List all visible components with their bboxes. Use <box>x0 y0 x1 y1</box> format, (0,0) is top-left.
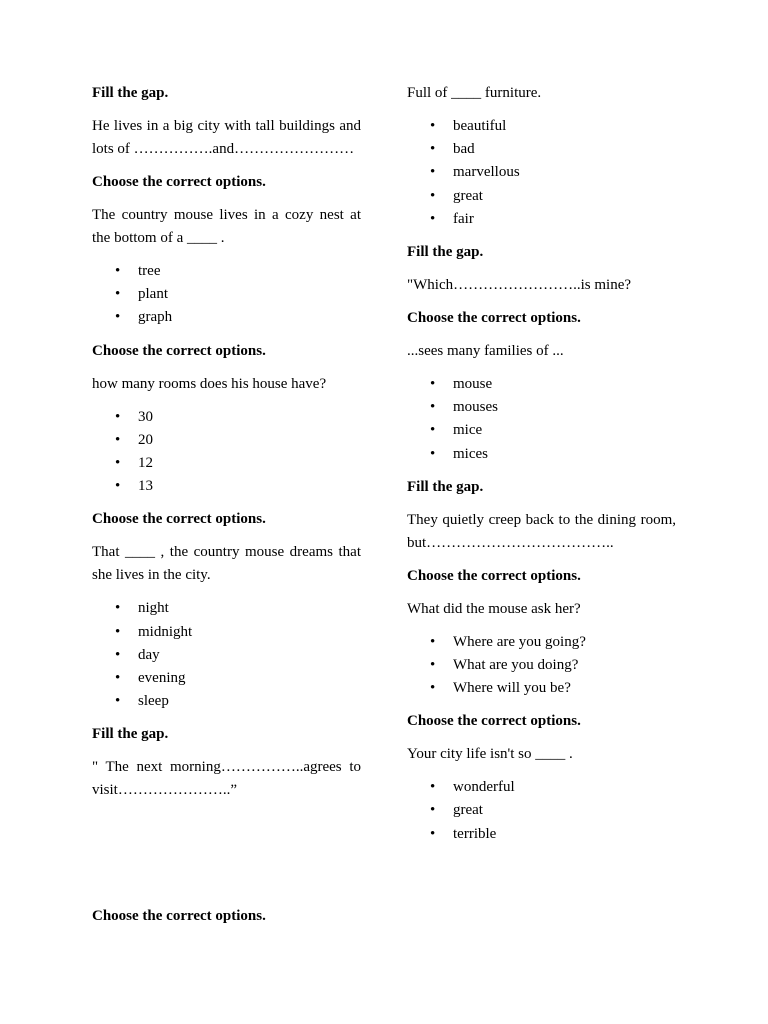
question-text: That ____ , the country mouse dreams that she lives in the city. <box>92 544 361 584</box>
option-label: 12 <box>138 454 153 471</box>
question-text: They quietly creep back to the dining room, but……………………………….. <box>407 511 676 551</box>
option-label: great <box>453 187 483 204</box>
option-label: 30 <box>138 408 153 425</box>
option-item <box>407 138 676 161</box>
bullet-icon: • <box>115 454 121 471</box>
bullet-icon: • <box>115 431 121 448</box>
option-item <box>92 621 361 644</box>
bullet-icon: • <box>430 375 436 392</box>
bullet-icon: • <box>430 422 436 439</box>
option-item <box>407 631 676 654</box>
bullet-icon: • <box>430 210 436 227</box>
option-item <box>407 373 676 396</box>
question-text: "Which……………………..is mine? <box>407 276 632 293</box>
option-item <box>407 654 676 677</box>
bullet-icon: • <box>430 633 436 650</box>
question-text: how many rooms does his house have? <box>92 375 327 392</box>
question-text: The country mouse lives in a cozy nest at the bottom of a ____ . <box>92 207 361 246</box>
options-list <box>92 406 361 499</box>
question-heading: Choose the correct options. <box>92 342 266 359</box>
left-column <box>92 82 361 812</box>
question-heading: Choose the correct options. <box>407 567 581 584</box>
question-heading: Choose the correct options. <box>92 174 266 190</box>
bullet-icon: • <box>115 693 121 710</box>
option-label: midnight <box>138 623 193 640</box>
question-heading: Choose the correct options. <box>407 713 581 730</box>
option-label: mouse <box>453 375 493 392</box>
option-item <box>407 677 676 700</box>
question-heading: Fill the gap. <box>407 243 484 260</box>
options-list <box>92 597 361 713</box>
option-label: tree <box>138 263 161 279</box>
option-label: evening <box>138 669 186 686</box>
bullet-icon: • <box>115 623 121 640</box>
options-list <box>407 631 676 701</box>
question-text: ...sees many families of ... <box>407 342 564 359</box>
option-label: graph <box>138 309 173 326</box>
options-list <box>407 115 676 231</box>
option-item <box>92 306 361 329</box>
option-item <box>407 396 676 419</box>
option-label: wonderful <box>453 779 515 796</box>
option-label: fair <box>453 210 474 227</box>
bullet-icon: • <box>430 187 436 204</box>
option-label: Where are you going? <box>453 633 586 650</box>
option-label: mouses <box>453 399 498 416</box>
option-item <box>407 208 676 231</box>
option-label: sleep <box>138 693 169 710</box>
bullet-icon: • <box>115 309 121 326</box>
option-item <box>407 799 676 822</box>
option-item <box>92 475 361 498</box>
option-label: Where will you be? <box>453 680 571 697</box>
option-label: night <box>138 600 169 617</box>
option-item <box>92 429 361 452</box>
question-heading: Choose the correct options. <box>92 511 266 528</box>
question-heading: Fill the gap. <box>92 85 169 101</box>
option-label: marvellous <box>453 164 520 181</box>
option-item <box>407 115 676 138</box>
option-label: day <box>138 646 160 663</box>
bullet-icon: • <box>115 600 121 617</box>
option-label: great <box>453 802 483 819</box>
bullet-icon: • <box>430 779 436 796</box>
bullet-icon: • <box>115 408 121 425</box>
options-list <box>407 373 676 466</box>
question-text: " The next morning……………..agrees to visit…………………..” <box>92 759 361 799</box>
bullet-icon: • <box>115 286 121 303</box>
option-item <box>407 443 676 466</box>
bullet-icon: • <box>430 399 436 416</box>
option-label: terrible <box>453 825 497 842</box>
option-item <box>407 823 676 846</box>
bullet-icon: • <box>430 656 436 673</box>
option-label: bad <box>453 141 475 158</box>
question-text: Your city life isn't so ____ . <box>407 746 573 763</box>
question-heading: Fill the gap. <box>407 478 484 495</box>
question-heading: Fill the gap. <box>92 726 169 743</box>
option-item <box>407 776 676 799</box>
bullet-icon: • <box>115 263 121 279</box>
option-item <box>92 452 361 475</box>
options-list <box>407 776 676 846</box>
option-item <box>92 597 361 620</box>
option-item <box>92 690 361 713</box>
option-label: mices <box>453 445 488 462</box>
option-label: beautiful <box>453 118 507 134</box>
option-item <box>407 161 676 184</box>
bullet-icon: • <box>430 825 436 842</box>
question-text: He lives in a big city with tall buildings and lots of …………….and…………………… <box>92 118 361 157</box>
option-label: 13 <box>138 478 153 495</box>
question-text: What did the mouse ask her? <box>407 600 581 617</box>
right-column <box>407 82 676 856</box>
option-label: plant <box>138 286 168 303</box>
option-item <box>92 667 361 690</box>
option-label: What are you doing? <box>453 656 579 673</box>
bullet-icon: • <box>430 164 436 181</box>
bullet-icon: • <box>430 680 436 697</box>
option-item <box>92 260 361 283</box>
bullet-icon: • <box>430 141 436 158</box>
options-list <box>92 260 361 330</box>
bullet-icon: • <box>430 445 436 462</box>
option-label: mice <box>453 422 483 439</box>
question-text: Full of ____ furniture. <box>407 85 542 101</box>
option-item <box>407 185 676 208</box>
bullet-icon: • <box>115 478 121 495</box>
bullet-icon: • <box>430 118 436 134</box>
option-item <box>407 419 676 442</box>
option-item <box>92 644 361 667</box>
question-heading: Choose the correct options. <box>92 908 266 924</box>
bullet-icon: • <box>115 646 121 663</box>
option-item <box>92 406 361 429</box>
bullet-icon: • <box>115 669 121 686</box>
question-heading: Choose the correct options. <box>407 309 581 326</box>
bullet-icon: • <box>430 802 436 819</box>
option-item <box>92 283 361 306</box>
option-label: 20 <box>138 431 153 448</box>
